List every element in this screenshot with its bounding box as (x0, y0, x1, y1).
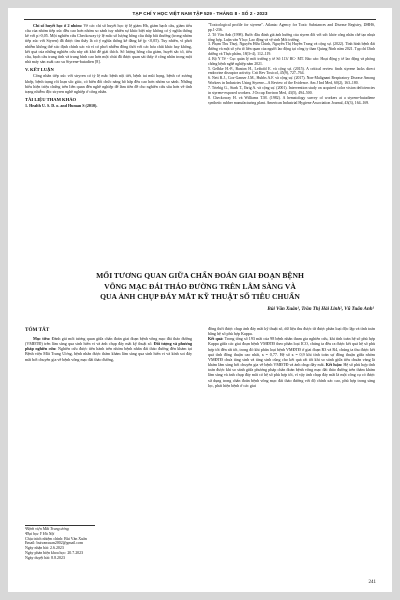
abstract-heading: TÓM TẮT (25, 327, 50, 333)
conclusion-text: Công nhân tiếp xúc với stryren có tỷ lệ mắc bệnh nội tiết, bệnh tai mũi họng, bệnh cơ xương khớp, bệnh trạng rối loạn sắc giác, có biến đổi chức năng hô hấp đều cao hơn nhóm so sánh. Những biểu hiện triệu chứng trên liên quan đến nghề nghiệp để làm tiền đề cho nghiên cứu sâu hơn về tình trạng nhiễm độc stryren nghề nghiệp ở công nhân. (25, 73, 192, 94)
authors: Bùi Văn Xuân¹, Trần Thị Hải Linh², Vũ Tuấn Anh¹ (267, 307, 374, 312)
footnote: Ngày nhận bài: 2.6.2023 (25, 545, 64, 550)
paragraph-text: Đánh giá mối tương quan giữa chẩn đoán giai đoạn bệnh võng mạc đái tháo đường (VMĐTĐ) trên lâm sàng qua sinh hiển vi và ảnh chụp đáy mắt kỹ thuật số. (25, 336, 192, 347)
title-line: QUA ẢNH CHỤP ĐÁY MẮT KỸ THUẬT SỐ TIÊU CHUẨN (100, 292, 300, 301)
footnote: Ngày phản biện khoa học: 20.7.2023 (25, 549, 84, 555)
title-line: VÕNG MẠC ĐÁI THÁO ĐƯỜNG TRÊN LÂM SÀNG VÀ (104, 281, 296, 291)
abstract-right (208, 326, 375, 388)
abstract-left (25, 336, 192, 362)
paragraph-hematology (25, 23, 192, 64)
reference-item: 6. Nett R.J., Cox-Ganser J.M., Hubbs A.F. và cộng sự. (2017). Non-Malignant Respiratory Disease Among Workers in Industries Using Styrene—A Review of the Evidence. Am J Ind Med, 60(2), 163–180. (208, 76, 375, 86)
page-number: 241 (368, 580, 376, 585)
paragraph-lead: Đối tượng và phương pháp nghiên cứu: (25, 341, 192, 352)
paragraph-lead: Kết luận: (325, 362, 343, 368)
paragraph-lead: Mục tiêu: (33, 336, 51, 341)
reference-item: 5. Gelbke H.-P., Banton H., Leibold E. và cộng sự. (2015). A critical review finds styrene lacks direct endocrine disruptor activity. Crit Rev Toxicol, 45(9), 727–764. (208, 66, 375, 76)
journal-running-header: TẠP CHÍ Y HỌC VIỆT NAM TẬP 529 - THÁNG 8 - SỐ 2 - 2023 (132, 11, 268, 16)
reference-item: 7. Triebig G., Stark T., Ihrig A. và cộng sự. (2001). Intervention study on acquired color vision deficiencies in styrene-exposed workers. J Occup Environ Med, 43(5), 494–500. (208, 85, 375, 95)
paragraph-text: Nghiên cứu được tiến hành trên nhóm bệnh nhân đái tháo đường đến khám tại Bệnh viện Mắt Trung Ương, bệnh nhân được thăm khám lâm sàng qua sinh hiển vi và kính soi đáy mắt bởi chuyên gia về bệnh võng mạc đái tháo đường, (25, 346, 192, 362)
paragraph-lead: Kết quả: (208, 336, 224, 342)
header-rule (24, 19, 376, 20)
reference-item: "Toxicological profile for styrene". Atlanta: Agency for Toxic Substances and Disease Registry, DHHS, pp.1-236. (208, 23, 375, 32)
abstract-continued: đồng thời được chụp ảnh đáy mắt kỹ thuật số, dữ liệu thu được từ được phân loại độc lập và tính toán bằng hệ số phù hợp Kappa. (208, 326, 375, 337)
abstract-objective (25, 336, 192, 362)
footnote: Ngày duyệt bài: 8.8.2023 (25, 554, 65, 560)
title-line: MỐI TƯƠNG QUAN GIỮA CHẨN ĐOÁN GIAI ĐOẠN BỆNH (96, 271, 304, 280)
footnote: ¹Bệnh viện Mắt Trung ương (25, 526, 69, 531)
paragraph-text: Hệ số phù hợp tính toán được khi so sánh giữa phương pháp chẩn đoán bệnh võng mạc đái tháo đường trên thăm khám lâm sàng và ảnh chụp đáy mắt có hệ số phù hợp tốt, vì vậy ảnh chụp đáy mắt là một công cụ có được sử dụng trong chẩn đoán bệnh võng mạc đái tháo đường với độ chính xác cao, phù hợp trong sàng lọc, phát hiện bệnh ở các giai (208, 362, 375, 388)
footnote: Chịu trách nhiệm chính: Bùi Văn Xuân (25, 535, 87, 541)
reference-item: 3. Phạm Thu Thuý, Nguyễn Hữu Chinh, Nguyễn Thị Huyền Trang và cộng sự. (2022). Tình hình bệnh đái đường và một số yếu tố liên quan của người lao động tại công ty than Quảng Ninh năm 2021. Tạp chí Dinh dưỡng và Thực phẩm, 18(3+4), 112–119. (208, 42, 375, 57)
footnote: ²Đại học Y Hà Nội (25, 530, 55, 536)
right-column-references (208, 23, 375, 105)
paragraph-text: Trong tổng số 193 mắt của 98 bệnh nhân tham gia nghiên cứu, khi tính toán hệ số phù hợp Kappa giữa các giai đoạn bệnh VMĐTĐ theo phân loại ICO, chúng ta đều ra được kết quả hệ số phù hợp tốt đến rất tốt, trong đó khi phân loại bệnh VMĐTĐ ở giai đoạn R3 và R4, chúng ta thu được kết quả tính đồng thuận cao nhất, κ = 0,77. Hệ số κ = 0,9 khi tính toán sự đồng thuận giữa nhóm VMĐTĐ chưa tăng sinh và tăng sinh cũng cho kết quả rất tốt khi so sánh giữa tiêu chuẩn vàng là khám lâm sàng bởi chuyên gia về bệnh VMĐTĐ và ảnh chụp đáy mắt. (208, 336, 376, 368)
journal-page (8, 8, 392, 592)
references-heading: TÀI LIỆU THAM KHẢO (25, 97, 77, 103)
reference-item: 4. Bộ Y Tế - Cục quản lý môi trường y tế Số 113/ BC- MT. Báo cáo: Hoạt động y tế lao động và phòng chống bệnh nghề nghiệp năm 2021. (208, 56, 375, 66)
paragraph-lead: Chỉ số huyết học ở 2 nhóm: (33, 23, 83, 28)
reference-1: 1. Health U. S. D. o. and Human S (2010). (25, 103, 98, 109)
article-title (26, 271, 374, 303)
abstract-results (208, 336, 375, 388)
footnotes (25, 527, 192, 560)
conclusion-heading: V. KẾT LUẬN (25, 67, 54, 73)
reference-item: 8. Checkoway H. và Williams T.M. (1982). A hematology survey of workers at a styrene-butadiene synthetic rubber manufacturing plant. American Industrial Hygiene Association Journal, 43(3), 164–169. (208, 95, 375, 105)
left-column-top (25, 23, 192, 108)
reference-item: 2. Tô Văn Anh (1998). Bước đầu đánh giá ảnh hưởng của styren đối với sức khỏe công nhân chế tạo nhựa tổng hợp. Luận văn Y học Lao động và vệ sinh Môi trường. (208, 32, 375, 42)
paragraph-text: Về các chỉ số huyết học tỷ lệ giảm Hb, giảm bạch cầu, giảm tiểu cầu của nhóm tiếp xúc đều cao hơn nhóm so sánh tuy nhiên sự khác biệt này không có ý nghĩa thống kê với p>0,05. Một nghiên cứu Checkoway tỷ lệ mắc số lượng hồng cầu thấp bất thường (trong nhóm tiếp xúc với Styren) đã được tìm thấy là có ý nghĩa thống kê đáng kể (p <0,05). Tuy nhiên, vì phơi nhiễm không thể xác định chính xác và vì có phơi nhiễm đồng thời với các hóa chất khác hay không, kết quả của những nghiên cứu này rất khó để giải thích. Số lượng hồng cầu giảm, huyết sắc tố, tiểu cầu, bạch cầu trung tính và trung bình cao hơn một chút đã được quan sát thấy ở công nhân trong một nhà máy sản xuất cao su Styrene-butadien [8]. (25, 23, 193, 65)
footnote: Email: buivanxuan2002@gmail.com (25, 540, 84, 546)
